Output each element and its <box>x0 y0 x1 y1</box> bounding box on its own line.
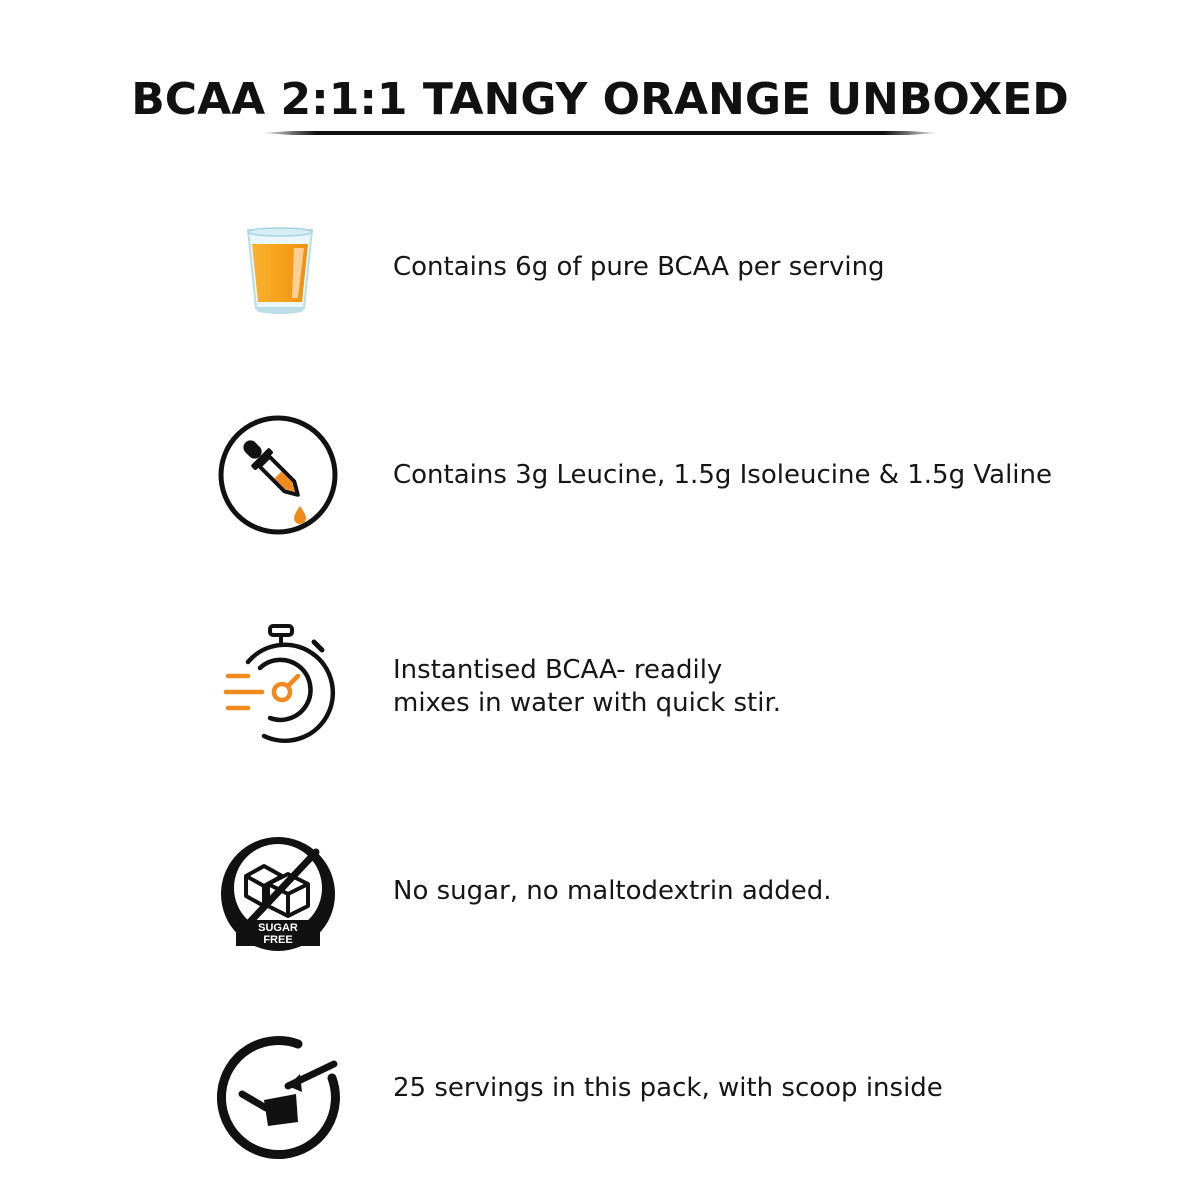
feature-row-servings <box>0 1022 1200 1162</box>
title-underline <box>262 131 938 135</box>
feature-text: No sugar, no maltodextrin added. <box>393 876 832 906</box>
feature-row-bcaa-per-serving <box>0 196 1200 336</box>
feature-text: Contains 6g of pure BCAA per serving <box>393 252 885 282</box>
feature-row-sugar-free <box>0 824 1200 964</box>
feature-row-amino-breakdown <box>0 405 1200 545</box>
page-title: BCAA 2:1:1 TANGY ORANGE UNBOXED <box>131 74 1069 125</box>
scoop-icon <box>208 1022 348 1162</box>
feature-text: Contains 3g Leucine, 1.5g Isoleucine & 1.5g Valine <box>393 460 1052 490</box>
sugar-free-badge-line1: SUGAR <box>258 922 298 934</box>
stopwatch-icon <box>208 620 348 760</box>
sugar-free-badge-line2: FREE <box>263 934 293 946</box>
sugar-free-icon <box>208 824 348 964</box>
feature-text: 25 servings in this pack, with scoop inside <box>393 1073 943 1103</box>
dropper-icon <box>208 405 348 545</box>
feature-row-instantised <box>0 620 1200 760</box>
orange-juice-glass-icon <box>208 196 348 336</box>
feature-text: Instantised BCAA- readily mixes in water with quick stir. <box>393 655 782 718</box>
